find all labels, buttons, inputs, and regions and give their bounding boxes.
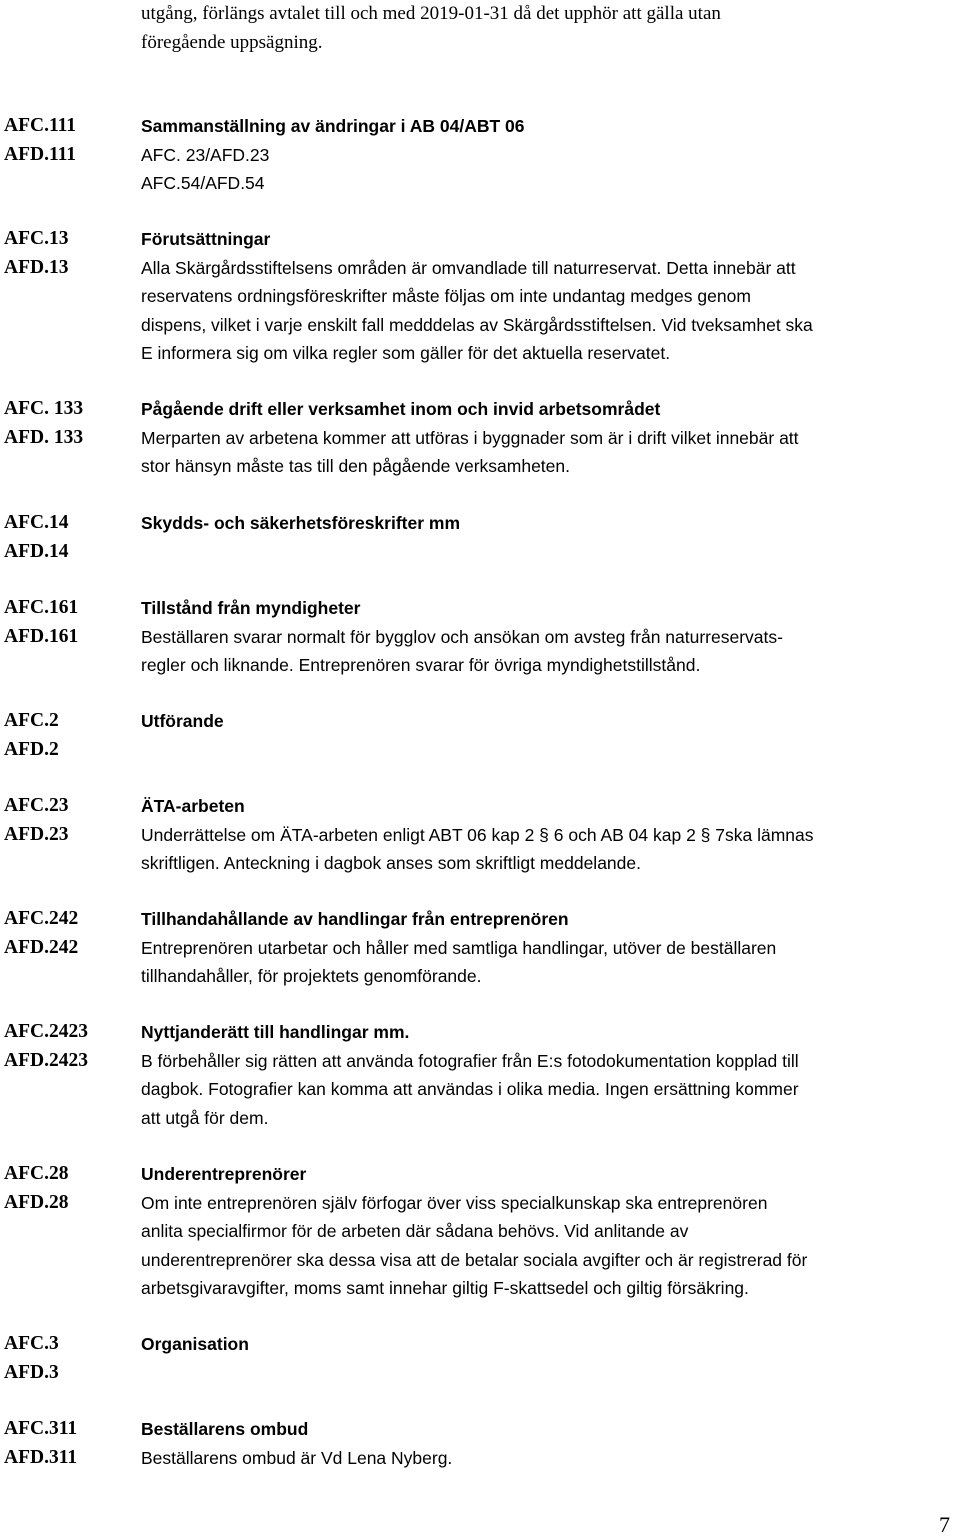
section-code: AFC.111 xyxy=(4,115,77,136)
section-text-line: dispens, vilket i varje enskilt fall medddelas av Skärgårdsstiftelsen. Vid tveksamhet ska xyxy=(141,314,813,335)
section-code: AFD.14 xyxy=(4,540,69,562)
section-block xyxy=(141,1330,959,1359)
section-heading: Utförande xyxy=(141,711,224,731)
section-block xyxy=(141,594,959,680)
section-text-line: stor hänsyn måste tas till den pågående verksamheten. xyxy=(141,456,570,476)
section-code: AFC.13 xyxy=(4,228,69,249)
section-code: AFD.23 xyxy=(4,823,69,845)
section-heading: Organisation xyxy=(141,1334,249,1354)
section-code: AFD.2 xyxy=(4,738,59,760)
section-heading: Pågående drift eller verksamhet inom och invid arbetsområdet xyxy=(141,399,661,419)
section-code: AFC.2423 xyxy=(4,1021,88,1042)
section-block xyxy=(141,1160,959,1303)
section-text-line: anlita specialfirmor för de arbeten där sådana behövs. Vid anlitande av xyxy=(141,1221,689,1241)
section-code: AFC.2 xyxy=(4,710,59,731)
section-heading: Underentreprenörer xyxy=(141,1164,307,1184)
section-code: AFD.111 xyxy=(4,143,77,165)
section-heading: Tillhandahållande av handlingar från entreprenören xyxy=(141,909,569,929)
section-heading: Förutsättningar xyxy=(141,229,271,249)
section-codes xyxy=(4,594,78,651)
section-codes xyxy=(4,112,76,169)
section-code: AFC.3 xyxy=(4,1333,59,1354)
section-code: AFC.242 xyxy=(4,908,79,929)
section-heading: Sammanställning av ändringar i AB 04/ABT 06 xyxy=(141,116,525,136)
section-text-line: skriftligen. Anteckning i dagbok anses som skriftligt meddelande. xyxy=(141,853,641,873)
section-text-line: AFC.54/AFD.54 xyxy=(141,173,265,193)
section-text-line: arbetsgivaravgifter, moms samt innehar giltig F-skattsedel och giltig försäkring. xyxy=(141,1278,749,1298)
section-code: AFC. 133 xyxy=(4,398,84,419)
section-text-line: AFC. 23/AFD.23 xyxy=(141,144,270,165)
intro-text xyxy=(141,0,721,57)
section-code: AFD.2423 xyxy=(4,1049,88,1071)
section-code: AFD.161 xyxy=(4,625,79,647)
section-text-line: Om inte entreprenören själv förfogar över viss specialkunskap ska entreprenören xyxy=(141,1192,768,1213)
section-block xyxy=(141,395,959,481)
section-codes xyxy=(4,1160,68,1217)
section-code: AFC.23 xyxy=(4,795,69,816)
section-text-line: Merparten av arbetena kommer att utföras i byggnader som är i drift vilket innebär att xyxy=(141,427,799,448)
section-text-line: Beställaren svarar normalt för bygglov och ansökan om avsteg från naturreservats- xyxy=(141,626,783,647)
section-text-line: tillhandahåller, för projektets genomförande. xyxy=(141,966,482,986)
section-block xyxy=(141,905,959,991)
section-text-line: underentreprenörer ska dessa visa att de betalar sociala avgifter och är registrerad för xyxy=(141,1249,808,1270)
section-codes xyxy=(4,1018,88,1075)
intro-line: utgång, förlängs avtalet till och med 2019-01-31 då det upphör att gälla utan xyxy=(141,3,721,24)
section-codes xyxy=(4,707,59,764)
section-codes xyxy=(4,395,83,452)
section-block xyxy=(141,1018,959,1132)
section-heading: Skydds- och säkerhetsföreskrifter mm xyxy=(141,513,461,533)
section-code: AFD.3 xyxy=(4,1361,59,1383)
section-block xyxy=(141,112,959,198)
section-code: AFC.28 xyxy=(4,1163,69,1184)
page-number: 7 xyxy=(939,1512,950,1537)
section-text-line: Underrättelse om ÄTA-arbeten enligt ABT 06 kap 2 § 6 och AB 04 kap 2 § 7ska lämnas xyxy=(141,824,814,845)
section-text-line: Alla Skärgårdsstiftelsens områden är omvandlade till naturreservat. Detta innebär att xyxy=(141,257,796,278)
section-block xyxy=(141,792,959,878)
section-text-line: Beställarens ombud är Vd Lena Nyberg. xyxy=(141,1447,453,1468)
section-text-line: reservatens ordningsföreskrifter måste följas om inte undantag medges genom xyxy=(141,286,751,306)
section-block xyxy=(141,509,959,538)
section-block xyxy=(141,707,959,736)
section-code: AFD.13 xyxy=(4,256,69,278)
section-block xyxy=(141,1415,959,1472)
intro-line: föregående uppsägning. xyxy=(141,31,323,53)
section-text-line: att utgå för dem. xyxy=(141,1107,269,1128)
section-text-line: E informera sig om vilka regler som gäller för det aktuella reservatet. xyxy=(141,343,671,363)
section-code: AFD.242 xyxy=(4,936,79,958)
section-code: AFC.161 xyxy=(4,597,79,618)
section-codes xyxy=(4,1330,59,1387)
section-heading: Nyttjanderätt till handlingar mm. xyxy=(141,1022,410,1042)
section-code: AFD.311 xyxy=(4,1446,78,1468)
section-codes xyxy=(4,1415,77,1472)
section-codes xyxy=(4,509,68,566)
section-heading: ÄTA-arbeten xyxy=(141,796,245,816)
section-code: AFD.28 xyxy=(4,1191,69,1213)
section-code: AFC.311 xyxy=(4,1418,78,1439)
section-text-line: B förbehåller sig rätten att använda fotografier från E:s fotodokumentation kopplad till xyxy=(141,1050,799,1071)
section-text-line: regler och liknande. Entreprenören svarar för övriga myndighetstillstånd. xyxy=(141,655,701,675)
section-heading: Tillstånd från myndigheter xyxy=(141,598,361,618)
section-code: AFD. 133 xyxy=(4,426,84,448)
section-text-line: Entreprenören utarbetar och håller med samtliga handlingar, utöver de beställaren xyxy=(141,937,777,958)
section-codes xyxy=(4,225,68,282)
section-block xyxy=(141,225,959,368)
section-heading: Beställarens ombud xyxy=(141,1419,309,1439)
section-codes xyxy=(4,905,78,962)
section-code: AFC.14 xyxy=(4,512,69,533)
section-text-line: dagbok. Fotografier kan komma att användas i olika media. Ingen ersättning kommer xyxy=(141,1079,799,1099)
section-codes xyxy=(4,792,68,849)
